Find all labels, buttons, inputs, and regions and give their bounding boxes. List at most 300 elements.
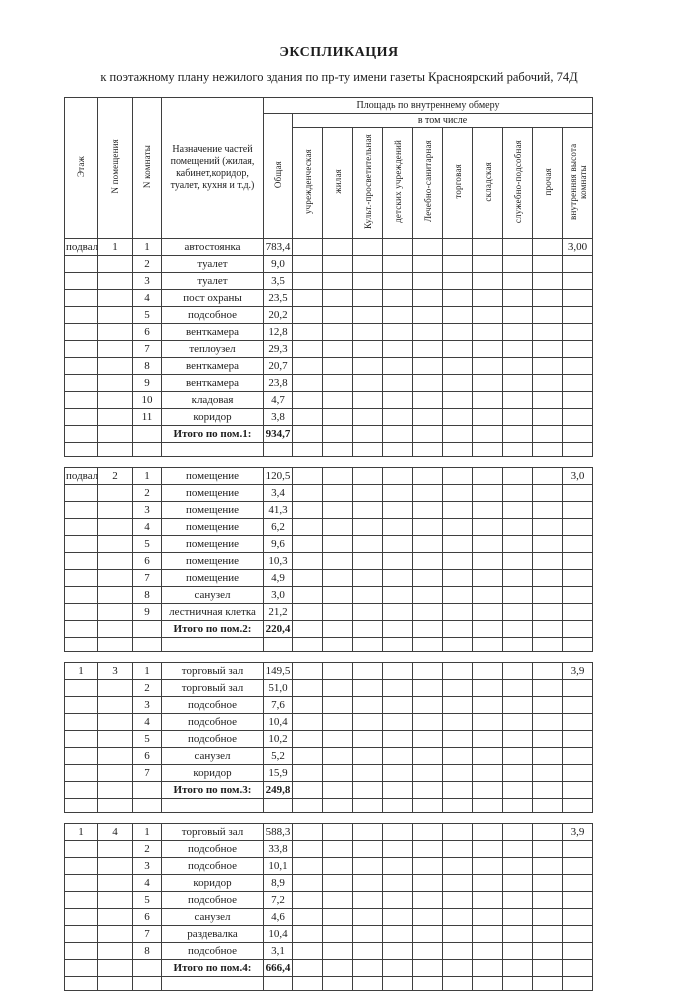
cell-room-height bbox=[563, 570, 593, 587]
cell-category-area bbox=[353, 570, 383, 587]
cell-floor bbox=[65, 426, 98, 443]
cell-room-height: 3,00 bbox=[563, 239, 593, 256]
cell-empty bbox=[353, 638, 383, 652]
cell-total-area: 5,2 bbox=[264, 748, 293, 765]
cell-category-area bbox=[413, 536, 443, 553]
table-row bbox=[65, 663, 593, 680]
cell-category-area bbox=[353, 680, 383, 697]
cell-category-area bbox=[353, 409, 383, 426]
section-total-label: Итого по пом.4: bbox=[162, 960, 264, 977]
table-row bbox=[65, 273, 593, 290]
cell-category-area bbox=[443, 841, 473, 858]
cell-total-area: 21,2 bbox=[264, 604, 293, 621]
cell-purpose: пост охраны bbox=[162, 290, 264, 307]
cell-category-area bbox=[443, 519, 473, 536]
cell-category-area bbox=[413, 392, 443, 409]
table-row bbox=[65, 714, 593, 731]
category-label: прочая bbox=[542, 167, 553, 196]
cell-category-area bbox=[503, 485, 533, 502]
cell-room: 6 bbox=[133, 553, 162, 570]
cell-category-area bbox=[413, 307, 443, 324]
cell-category-area bbox=[533, 621, 563, 638]
cell-floor bbox=[65, 553, 98, 570]
cell-category-area bbox=[323, 782, 353, 799]
cell-category-area bbox=[413, 892, 443, 909]
cell-premise bbox=[98, 680, 133, 697]
cell-category-area bbox=[533, 604, 563, 621]
section-total-label: Итого по пом.2: bbox=[162, 621, 264, 638]
cell-category-area bbox=[533, 485, 563, 502]
table-row bbox=[65, 909, 593, 926]
section-gap bbox=[65, 813, 593, 824]
cell-category-area bbox=[443, 680, 473, 697]
cell-room bbox=[133, 782, 162, 799]
cell-room-height bbox=[563, 426, 593, 443]
cell-purpose: венткамера bbox=[162, 375, 264, 392]
cell-empty bbox=[133, 799, 162, 813]
cell-empty bbox=[65, 977, 98, 991]
cell-empty bbox=[533, 977, 563, 991]
cell-category-area bbox=[323, 731, 353, 748]
cell-category-area bbox=[323, 960, 353, 977]
cell-category-area bbox=[473, 841, 503, 858]
cell-purpose: подсобное bbox=[162, 892, 264, 909]
cell-category-area bbox=[383, 409, 413, 426]
cell-category-area bbox=[323, 468, 353, 485]
cell-category-area bbox=[503, 358, 533, 375]
cell-category-area bbox=[293, 587, 323, 604]
cell-category-area bbox=[503, 621, 533, 638]
cell-category-area bbox=[443, 892, 473, 909]
table-row bbox=[65, 519, 593, 536]
cell-category-area bbox=[383, 519, 413, 536]
cell-room: 3 bbox=[133, 858, 162, 875]
cell-category-area bbox=[323, 307, 353, 324]
cell-purpose: санузел bbox=[162, 748, 264, 765]
cell-empty bbox=[65, 799, 98, 813]
cell-premise bbox=[98, 273, 133, 290]
cell-empty bbox=[323, 799, 353, 813]
cell-category-area bbox=[473, 943, 503, 960]
col-header-including-group: в том числе bbox=[293, 114, 593, 128]
cell-total-area: 3,5 bbox=[264, 273, 293, 290]
cell-category-area bbox=[413, 468, 443, 485]
cell-category-area bbox=[383, 943, 413, 960]
col-header-room-height bbox=[563, 128, 593, 239]
table-row bbox=[65, 892, 593, 909]
cell-floor bbox=[65, 502, 98, 519]
section-gap-cell bbox=[65, 652, 593, 663]
cell-category-area bbox=[353, 604, 383, 621]
cell-premise bbox=[98, 324, 133, 341]
cell-category-area bbox=[503, 239, 533, 256]
cell-category-area bbox=[293, 256, 323, 273]
section-total-value: 249,8 bbox=[264, 782, 293, 799]
cell-total-area: 9,0 bbox=[264, 256, 293, 273]
cell-room: 10 bbox=[133, 392, 162, 409]
cell-room-height: 3,0 bbox=[563, 468, 593, 485]
cell-room: 2 bbox=[133, 485, 162, 502]
empty-row bbox=[65, 799, 593, 813]
cell-category-area bbox=[323, 239, 353, 256]
cell-category-area bbox=[473, 273, 503, 290]
cell-room-height: 3,9 bbox=[563, 824, 593, 841]
cell-floor bbox=[65, 858, 98, 875]
cell-category-area bbox=[383, 748, 413, 765]
cell-category-area bbox=[503, 748, 533, 765]
cell-category-area bbox=[503, 663, 533, 680]
cell-category-area bbox=[443, 926, 473, 943]
cell-category-area bbox=[383, 714, 413, 731]
cell-category-area bbox=[413, 273, 443, 290]
col-header-category-trade bbox=[443, 128, 473, 239]
cell-category-area bbox=[413, 748, 443, 765]
cell-category-area bbox=[533, 256, 563, 273]
cell-purpose: туалет bbox=[162, 256, 264, 273]
cell-empty bbox=[473, 799, 503, 813]
cell-room: 3 bbox=[133, 273, 162, 290]
cell-category-area bbox=[443, 358, 473, 375]
cell-category-area bbox=[413, 858, 443, 875]
cell-room: 4 bbox=[133, 519, 162, 536]
cell-floor bbox=[65, 748, 98, 765]
cell-category-area bbox=[443, 341, 473, 358]
cell-category-area bbox=[353, 324, 383, 341]
cell-category-area bbox=[473, 502, 503, 519]
cell-category-area bbox=[383, 926, 413, 943]
cell-floor bbox=[65, 290, 98, 307]
cell-empty bbox=[443, 443, 473, 457]
col-header-purpose: Назначение частей помещений (жилая, кабинет,коридор, туалет, кухня и т.д.) bbox=[162, 98, 264, 239]
cell-category-area bbox=[383, 324, 413, 341]
cell-premise bbox=[98, 519, 133, 536]
cell-floor bbox=[65, 680, 98, 697]
cell-category-area bbox=[353, 765, 383, 782]
cell-category-area bbox=[383, 858, 413, 875]
cell-floor bbox=[65, 519, 98, 536]
cell-room-height bbox=[563, 621, 593, 638]
section-gap-cell bbox=[65, 457, 593, 468]
cell-category-area bbox=[533, 841, 563, 858]
cell-empty bbox=[563, 977, 593, 991]
cell-category-area bbox=[443, 587, 473, 604]
cell-category-area bbox=[533, 680, 563, 697]
cell-category-area bbox=[533, 519, 563, 536]
cell-premise bbox=[98, 307, 133, 324]
col-header-premise bbox=[98, 98, 133, 239]
cell-category-area bbox=[323, 553, 353, 570]
cell-floor bbox=[65, 358, 98, 375]
cell-category-area bbox=[473, 731, 503, 748]
cell-category-area bbox=[323, 256, 353, 273]
cell-total-area: 10,4 bbox=[264, 926, 293, 943]
section-total-label: Итого по пом.1: bbox=[162, 426, 264, 443]
cell-empty bbox=[323, 977, 353, 991]
cell-room-height bbox=[563, 714, 593, 731]
cell-category-area bbox=[353, 392, 383, 409]
cell-category-area bbox=[503, 409, 533, 426]
cell-empty bbox=[383, 638, 413, 652]
section-gap bbox=[65, 652, 593, 663]
cell-room-height bbox=[563, 341, 593, 358]
cell-premise bbox=[98, 392, 133, 409]
header-row-1 bbox=[65, 98, 593, 114]
cell-total-area: 3,4 bbox=[264, 485, 293, 502]
cell-category-area bbox=[323, 714, 353, 731]
table-header bbox=[65, 98, 593, 239]
cell-category-area bbox=[353, 714, 383, 731]
section-total-value: 934,7 bbox=[264, 426, 293, 443]
cell-empty bbox=[353, 977, 383, 991]
cell-category-area bbox=[473, 909, 503, 926]
cell-floor: подвал bbox=[65, 239, 98, 256]
cell-empty bbox=[162, 443, 264, 457]
cell-empty bbox=[264, 977, 293, 991]
cell-total-area: 7,2 bbox=[264, 892, 293, 909]
cell-empty bbox=[353, 799, 383, 813]
cell-category-area bbox=[533, 273, 563, 290]
cell-premise bbox=[98, 909, 133, 926]
cell-category-area bbox=[353, 307, 383, 324]
cell-empty bbox=[133, 638, 162, 652]
cell-category-area bbox=[533, 960, 563, 977]
cell-category-area bbox=[383, 782, 413, 799]
cell-empty bbox=[323, 638, 353, 652]
cell-room: 2 bbox=[133, 256, 162, 273]
cell-category-area bbox=[353, 782, 383, 799]
col-header-category-institutional bbox=[293, 128, 323, 239]
cell-empty bbox=[503, 977, 533, 991]
cell-category-area bbox=[293, 392, 323, 409]
cell-floor bbox=[65, 714, 98, 731]
cell-purpose: венткамера bbox=[162, 358, 264, 375]
cell-category-area bbox=[323, 697, 353, 714]
cell-room-height bbox=[563, 858, 593, 875]
cell-category-area bbox=[323, 519, 353, 536]
cell-category-area bbox=[413, 485, 443, 502]
table-row bbox=[65, 341, 593, 358]
cell-category-area bbox=[323, 909, 353, 926]
cell-total-area: 29,3 bbox=[264, 341, 293, 358]
cell-category-area bbox=[323, 273, 353, 290]
cell-empty bbox=[98, 638, 133, 652]
cell-room-height: 3,9 bbox=[563, 663, 593, 680]
cell-purpose: подсобное bbox=[162, 697, 264, 714]
cell-category-area bbox=[443, 858, 473, 875]
cell-category-area bbox=[383, 553, 413, 570]
cell-room-height bbox=[563, 290, 593, 307]
cell-empty bbox=[563, 443, 593, 457]
col-header-category-cultural bbox=[353, 128, 383, 239]
cell-room-height bbox=[563, 875, 593, 892]
cell-category-area bbox=[323, 426, 353, 443]
cell-room: 3 bbox=[133, 697, 162, 714]
cell-category-area bbox=[533, 892, 563, 909]
cell-room-height bbox=[563, 909, 593, 926]
cell-category-area bbox=[323, 824, 353, 841]
cell-category-area bbox=[413, 714, 443, 731]
cell-premise bbox=[98, 426, 133, 443]
cell-empty bbox=[65, 443, 98, 457]
col-header-floor-label: Этаж bbox=[76, 156, 86, 177]
cell-category-area bbox=[533, 824, 563, 841]
cell-category-area bbox=[503, 858, 533, 875]
cell-floor bbox=[65, 324, 98, 341]
cell-total-area: 783,4 bbox=[264, 239, 293, 256]
cell-premise bbox=[98, 536, 133, 553]
category-label: складская bbox=[482, 161, 493, 202]
category-label: служебно-подсобная bbox=[512, 139, 523, 224]
cell-category-area bbox=[503, 502, 533, 519]
cell-category-area bbox=[443, 502, 473, 519]
cell-total-area: 4,7 bbox=[264, 392, 293, 409]
cell-empty bbox=[443, 799, 473, 813]
cell-total-area: 15,9 bbox=[264, 765, 293, 782]
cell-total-area: 10,3 bbox=[264, 553, 293, 570]
cell-room-height bbox=[563, 392, 593, 409]
table-row bbox=[65, 502, 593, 519]
cell-total-area: 3,0 bbox=[264, 587, 293, 604]
cell-category-area bbox=[293, 663, 323, 680]
cell-category-area bbox=[443, 536, 473, 553]
cell-category-area bbox=[353, 519, 383, 536]
cell-purpose: раздевалка bbox=[162, 926, 264, 943]
cell-empty bbox=[413, 799, 443, 813]
cell-empty bbox=[264, 443, 293, 457]
table-row bbox=[65, 392, 593, 409]
cell-category-area bbox=[383, 358, 413, 375]
cell-category-area bbox=[443, 468, 473, 485]
table-row bbox=[65, 697, 593, 714]
empty-row bbox=[65, 638, 593, 652]
cell-category-area bbox=[413, 765, 443, 782]
cell-total-area: 23,5 bbox=[264, 290, 293, 307]
cell-purpose: помещение bbox=[162, 536, 264, 553]
cell-category-area bbox=[533, 536, 563, 553]
cell-category-area bbox=[383, 468, 413, 485]
cell-room-height bbox=[563, 731, 593, 748]
cell-category-area bbox=[323, 748, 353, 765]
cell-empty bbox=[503, 799, 533, 813]
cell-category-area bbox=[473, 604, 503, 621]
cell-floor bbox=[65, 307, 98, 324]
cell-category-area bbox=[413, 341, 443, 358]
cell-category-area bbox=[443, 324, 473, 341]
cell-category-area bbox=[413, 587, 443, 604]
cell-category-area bbox=[473, 239, 503, 256]
cell-category-area bbox=[473, 375, 503, 392]
cell-category-area bbox=[293, 468, 323, 485]
cell-room: 9 bbox=[133, 375, 162, 392]
cell-category-area bbox=[293, 714, 323, 731]
col-header-category-children bbox=[383, 128, 413, 239]
cell-category-area bbox=[323, 875, 353, 892]
cell-premise bbox=[98, 358, 133, 375]
cell-category-area bbox=[473, 875, 503, 892]
cell-category-area bbox=[443, 824, 473, 841]
cell-category-area bbox=[383, 841, 413, 858]
cell-category-area bbox=[383, 375, 413, 392]
cell-category-area bbox=[533, 375, 563, 392]
cell-purpose: помещение bbox=[162, 502, 264, 519]
cell-category-area bbox=[503, 841, 533, 858]
cell-category-area bbox=[443, 960, 473, 977]
cell-floor bbox=[65, 697, 98, 714]
cell-total-area: 9,6 bbox=[264, 536, 293, 553]
empty-row bbox=[65, 977, 593, 991]
cell-purpose: автостоянка bbox=[162, 239, 264, 256]
cell-category-area bbox=[353, 341, 383, 358]
cell-category-area bbox=[323, 765, 353, 782]
cell-category-area bbox=[533, 341, 563, 358]
cell-category-area bbox=[293, 553, 323, 570]
table-row bbox=[65, 841, 593, 858]
cell-category-area bbox=[413, 358, 443, 375]
table-row bbox=[65, 875, 593, 892]
cell-category-area bbox=[503, 273, 533, 290]
cell-category-area bbox=[533, 926, 563, 943]
cell-floor bbox=[65, 375, 98, 392]
cell-purpose: лестничная клетка bbox=[162, 604, 264, 621]
cell-category-area bbox=[413, 621, 443, 638]
cell-total-area: 8,9 bbox=[264, 875, 293, 892]
cell-room bbox=[133, 960, 162, 977]
cell-category-area bbox=[353, 926, 383, 943]
cell-category-area bbox=[533, 875, 563, 892]
cell-floor bbox=[65, 587, 98, 604]
cell-category-area bbox=[353, 663, 383, 680]
cell-category-area bbox=[443, 765, 473, 782]
cell-category-area bbox=[503, 731, 533, 748]
cell-category-area bbox=[383, 392, 413, 409]
cell-total-area: 4,9 bbox=[264, 570, 293, 587]
cell-room: 9 bbox=[133, 604, 162, 621]
cell-purpose: санузел bbox=[162, 587, 264, 604]
cell-category-area bbox=[503, 341, 533, 358]
cell-category-area bbox=[503, 468, 533, 485]
cell-room: 5 bbox=[133, 731, 162, 748]
cell-room-height bbox=[563, 782, 593, 799]
cell-category-area bbox=[383, 256, 413, 273]
cell-category-area bbox=[533, 553, 563, 570]
table-row bbox=[65, 943, 593, 960]
cell-category-area bbox=[383, 426, 413, 443]
cell-category-area bbox=[353, 892, 383, 909]
cell-premise bbox=[98, 782, 133, 799]
cell-category-area bbox=[413, 570, 443, 587]
cell-category-area bbox=[353, 824, 383, 841]
cell-category-area bbox=[353, 358, 383, 375]
cell-category-area bbox=[503, 680, 533, 697]
table-row bbox=[65, 324, 593, 341]
cell-category-area bbox=[293, 680, 323, 697]
cell-category-area bbox=[383, 765, 413, 782]
table-row bbox=[65, 604, 593, 621]
table-row bbox=[65, 587, 593, 604]
cell-category-area bbox=[443, 909, 473, 926]
cell-category-area bbox=[533, 307, 563, 324]
table-row bbox=[65, 680, 593, 697]
cell-empty bbox=[413, 977, 443, 991]
cell-category-area bbox=[293, 536, 323, 553]
cell-category-area bbox=[293, 960, 323, 977]
cell-category-area bbox=[473, 426, 503, 443]
col-header-total bbox=[264, 114, 293, 239]
cell-category-area bbox=[293, 841, 323, 858]
cell-category-area bbox=[413, 519, 443, 536]
cell-category-area bbox=[293, 697, 323, 714]
cell-category-area bbox=[293, 273, 323, 290]
